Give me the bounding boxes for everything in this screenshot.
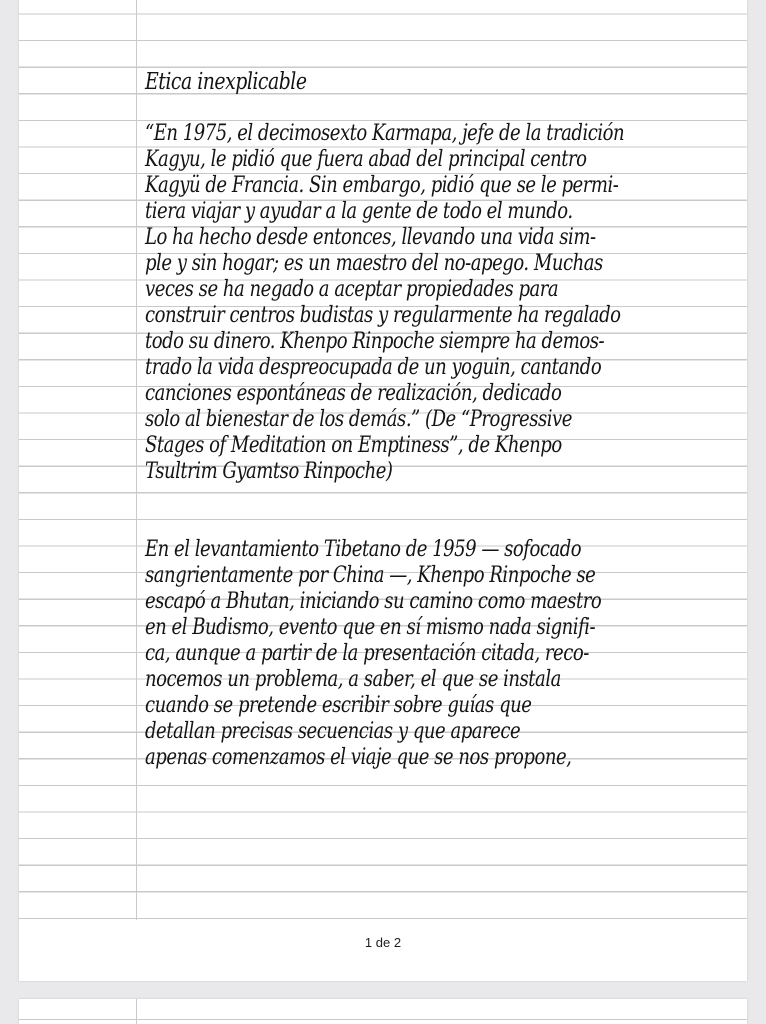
text-line: ca, aunque a partir de la presentación citada, reco- xyxy=(145,641,589,666)
text-line: apenas comenzamos el viaje que se nos propone, xyxy=(145,745,572,770)
text-line: En el levantamiento Tibetano de 1959 — sofocado xyxy=(145,537,582,562)
paragraph-quote xyxy=(145,121,637,485)
text-line: Lo ha hecho desde entonces, llevando una vida sim- xyxy=(145,225,596,250)
text-line: Kagyu, le pidió que fuera abad del principal centro xyxy=(145,147,587,172)
text-line: solo al bienestar de los demás.” (De “Progressive xyxy=(145,407,572,432)
paragraph-gap xyxy=(145,485,637,537)
text-line: nocemos un problema, a saber, el que se instala xyxy=(145,667,561,692)
text-line: todo su dinero. Khenpo Rinpoche siempre ha demos- xyxy=(145,329,605,354)
margin-line xyxy=(136,0,137,920)
text-line: detallan precisas secuencias y que aparece xyxy=(145,719,521,744)
text-line: sangrientamente por China —, Khenpo Rinpoche se xyxy=(145,563,596,588)
next-page-preview[interactable] xyxy=(19,999,747,1024)
text-line: Stages of Meditation on Emptiness”, de Khenpo xyxy=(145,433,562,458)
text-line: Kagyü de Francia. Sin embargo, pidió que se le permi- xyxy=(145,173,619,198)
handwritten-text xyxy=(145,69,637,771)
page-indicator: 1 de 2 xyxy=(364,935,402,950)
text-line: Tsultrim Gyamtso Rinpoche) xyxy=(145,459,393,484)
text-line: cuando se pretende escribir sobre guías que xyxy=(145,693,532,718)
text-line: ple y sin hogar; es un maestro del no-apego. Muchas xyxy=(145,251,603,276)
text-line: canciones espontáneas de realización, dedicado xyxy=(145,381,562,406)
text-line: en el Budismo, evento que en sí mismo nada signifi- xyxy=(145,615,596,640)
page-title: Etica inexplicable xyxy=(145,69,307,95)
margin-line xyxy=(136,999,137,1024)
text-line: escapó a Bhutan, iniciando su camino como maestro xyxy=(145,589,602,614)
paragraph-body xyxy=(145,537,637,771)
text-line: tiera viajar y ayudar a la gente de todo el mundo. xyxy=(145,199,573,224)
notebook-page[interactable] xyxy=(19,0,747,981)
text-line: construir centros budistas y regularmente ha regalado xyxy=(145,303,621,328)
text-line: veces se ha negado a aceptar propiedades para xyxy=(145,277,559,302)
text-line: trado la vida despreocupada de un yoguin, cantando xyxy=(145,355,602,380)
text-line: “En 1975, el decimosexto Karmapa, jefe de la tradición xyxy=(145,121,625,146)
page-footer-area xyxy=(19,920,747,981)
